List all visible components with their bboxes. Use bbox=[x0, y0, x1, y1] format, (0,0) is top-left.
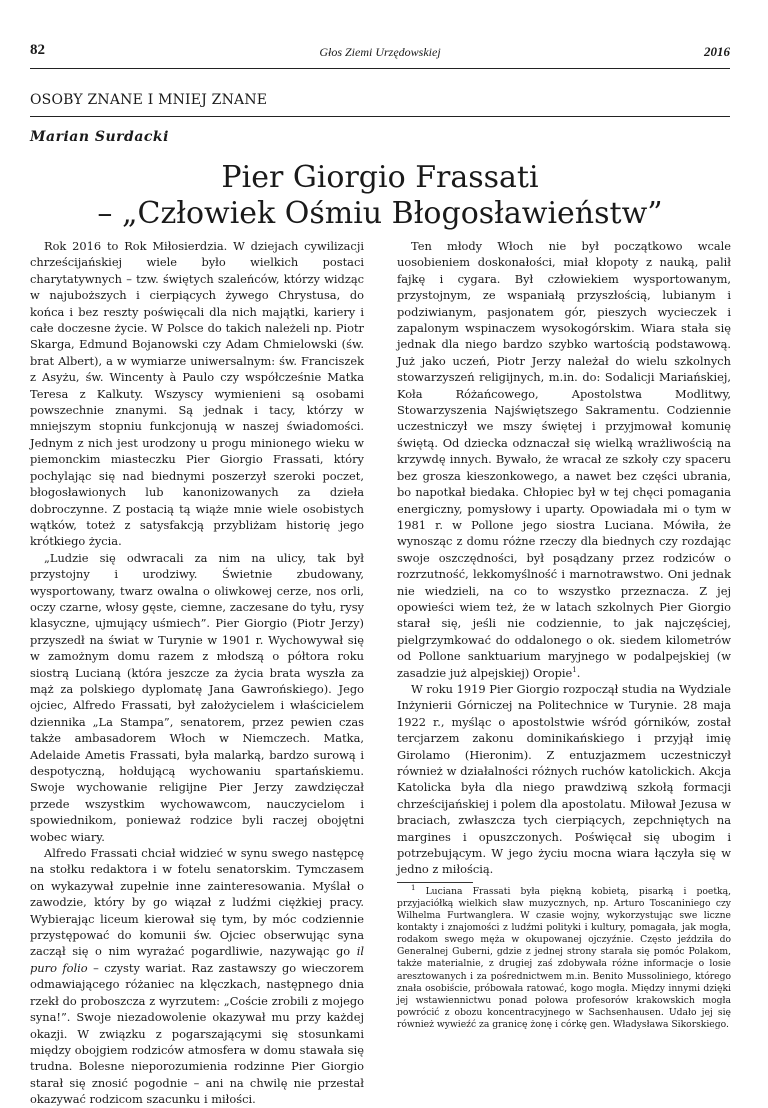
article-author: Marian Surdacki bbox=[30, 129, 169, 145]
paragraph-1: Rok 2016 to Rok Miłosierdzia. W dziejach cywilizacji chrześcijańskiej wiele było wielkich postaci charytatywnych – tzw. świętych szaleńców, którzy widząc w najuboższych i cierpiących żywego Chrystusa, do końca i bez reszty poświęcali dla nich majątki, kariery i całe doczesne życie. W Polsce do takich należeli np. Piotr Skarga, Edmund Bojanowski czy Adam Chmielowski (św. brat Albert), a w wymiarze uniwersalnym: św. Franciszek z Asyżu, św. Wincenty à Paulo czy współcześnie Matka Teresa z Kalkuty. Wszyscy wymienieni są osobami powszechnie znanymi. Są jednak i tacy, którzy w mniejszym stopniu funkcjonują w naszej świadomości. Jednym z nich jest urodzony u progu minionego wieku w piemonckim miasteczku Pier Giorgio Frassati, który pochylając się nad biednymi poszerzył szeroki poczet, błogosławionych lub kanonizowanych za dzieła dobroczynne. Z postacią tą wiąże mnie wiele osobistych wątków, toteż z satysfakcją przybliżam historię jego krótkiego życia. bbox=[30, 239, 364, 549]
paragraph-5: W roku 1919 Pier Giorgio rozpoczął studia na Wydziale Inżynierii Górniczej na Politechnice w Turynie. 28 maja 1922 r., myśląc o apostolstwie wśród górników, został tercjarzem zakonu dominikańskiego i przyjął imię Girolamo (Hieronim). Z entuzjazmem uczestniczył również w działalności różnych ruchów katolickich. Akcja Katolicka była dla niego prawdziwą szkołą formacji chrześcijańskiej i polem dla apostolatu. Miłował Jezusa w braciach, zwłaszcza tych cierpiących, zepchniętych na margines i opuszczonych. Poświęcał się ubogim i potrzebującym. W jego życiu mocna wiara łączyła się w jedno z miłością. bbox=[397, 681, 731, 877]
paragraph-4 bbox=[397, 238, 731, 681]
footnote-reference: 1 bbox=[572, 665, 577, 674]
paragraph-2: „Ludzie się odwracali za nim na ulicy, tak był przystojny i urodziwy. Świetnie zbudowany, wysportowany, twarz owalna o oliwkowej cerze, nos orli, oczy czarne, włosy gęste, ciemne, zaczesane do tyłu, rysy klasyczne, ujmujący uśmiech”. Pier Giorgio (Piotr Jerzy) przyszedł na świat w Turynie w 1901 r. Wychowywał się w zamożnym domu razem z młodszą o półtora roku siostrą Lucianą (która jeszcze za życia brata wyszła za mąż za polskiego dyplomatę Jana Gawrońskiego). Jego ojciec, Alfredo Frassati, był założycielem i właścicielem dziennika „La Stampa”, senatorem, przez pewien czas także ambasadorem Włoch w Niemczech. Matka, Adelaide Ametis Frassati, była malarką, bardzo surową i despotyczną, hołdującą wychowaniu spartańskiemu. Swoje wychowanie religijne Pier Jerzy zawdzięczał przede wszystkim wychowawcom, nauczycielom i spowiednikom, ponieważ rodzice byli raczej obojętni wobec wiary. bbox=[30, 550, 364, 844]
paragraph-3-text-a: Alfredo Frassati chciał widzieć w synu swego następcę na stołku redaktora i w fotelu senatorskim. Tymczasem on wykazywał zupełnie inne zainteresowania. Myślał o zawodzie, który by go wiązał z ludźmi ciężkiej pracy. Wybierając liceum kierował się tym, by móc codziennie przystępować do komunii św. Ojciec obserwując syna zaczął się o nim wyrażać pogardliwie, nazywając go bbox=[30, 846, 364, 959]
paragraph-3 bbox=[30, 845, 364, 1108]
paragraph-4-end: . bbox=[576, 665, 581, 680]
section-rule bbox=[30, 116, 730, 117]
article-title bbox=[30, 160, 730, 232]
article-title-line-2: – „Człowiek Ośmiu Błogosławieństw” bbox=[97, 196, 663, 231]
paragraph-3-text-b: – czysty wariat. Raz zastawszy go wieczorem odmawiającego różaniec na klęczkach, następnego dnia rzekł do proboszcza z wyrzutem: „Coście zrobili z mojego syna!”. Swoje niezadowolenie okazywał mu przy każdej okazji. W związku z pogarszającymi się stosunkami między obojgiem rodziców atmosfera w domu stawała się trudna. Bolesne nieporozumienia rodzinne Pier Giorgio starał się znosić pogodnie – ani na chwilę nie przestał okazywać rodzicom szacunku i miłości. bbox=[30, 960, 364, 1107]
article-column-right bbox=[397, 238, 731, 1031]
running-header bbox=[30, 42, 730, 68]
header-rule bbox=[30, 68, 730, 69]
footnote-rule bbox=[397, 882, 473, 883]
footnote-number: 1 bbox=[411, 883, 416, 892]
paragraph-4-text: Ten młody Włoch nie był początkowo wcale uosobieniem doskonałości, miał kłopoty z nauką, palił fajkę i cygara. Był człowiekiem wysportowanym, przystojnym, ze wspaniałą przyszłością, lubianym i podziwianym, pasjonatem gór, pieszych wycieczek i zapalonym wspinaczem wysokogórskim. Wiara stała się jednak dla niego bardzo szybko wartością podstawową. Już jako uczeń, Piotr Jerzy należał do wielu szkolnych stowarzyszeń religijnych, m.in. do: Sodalicji Mariańskiej, Koła Różańcowego, Apostolstwa Modlitwy, Stowarzyszenia Najświętszego Sakramentu. Codziennie uczestniczył we mszy świętej i przyjmował komunię świętą. Od dziecka odznaczał się wielką wrażliwością na krzywdę innych. Bywało, że wracał ze szkoły czy spaceru bez grosza kieszonkowego, a nawet bez części ubrania, bo napotkał biedaka. Chłopiec był w tej chęci pomagania energiczny, pomysłowy i uparty. Opowiadała mi o tym w 1981 r. w Pollone jego siostra Luciana. Mówiła, że wynosząc z domu różne rzeczy dla biednych czy rozdając swoje oszczędności, był posądzany przez rodziców o rozrzutność, lekkomyślność i marnotrawstwo. Oni jednak nie wiedzieli, na co to wszystko przeznacza. Z jej opowieści wiem też, że w latach szkolnych Pier Giorgio starał się, jeśli nie codziennie, to jak najczęściej, pielgrzymkować do oddalonego o ok. siedem kilometrów od Pollone sanktuarium maryjnego w podalpejskiej (w zasadzie już alpejskiej) Oropie bbox=[397, 239, 731, 680]
footnote bbox=[397, 883, 731, 1031]
article-title-line-1: Pier Giorgio Frassati bbox=[221, 160, 539, 195]
issue-year: 2016 bbox=[704, 44, 730, 59]
footnote-text: Luciana Frassati była piękną kobietą, pisarką i poetką, przyjaciółką wielkich sław muzycznych, np. Arturo Toscaniniego czy Wilhelma Furtwanglera. W czasie wojny, wykorzystując swe liczne kontakty i znajomości z ludźmi polityki i kultury, pomagała, jak mogła, rodakom swego męża w okupowanej ojczyźnie. Często jeździła do Generalnej Guberni, gdzie z jednej strony starała się pomóc Polakom, także materialnie, z drugiej zaś zdobywała różne informacje o losie aresztowanych i za pośrednictwem m.in. Benito Mussoliniego, którego znała osobiście, próbowała ratować, kogo mogła. Między innymi dzięki jej wstawiennictwu ponad połowa profesorów krakowskich mogła powrócić z obozu koncentracyjnego w Sachsenhausen. Udało jej się również wywieźć za granicę żonę i córkę gen. Władysława Sikorskiego. bbox=[397, 885, 731, 1030]
paragraph-3-italic-phrase: il puro folio bbox=[30, 944, 364, 975]
journal-title: Głos Ziemi Urzędowskiej bbox=[319, 45, 441, 59]
section-heading: OSOBY ZNANE I MNIEJ ZNANE bbox=[30, 92, 268, 108]
article-column-left bbox=[30, 238, 364, 1108]
page-number: 82 bbox=[30, 42, 45, 58]
